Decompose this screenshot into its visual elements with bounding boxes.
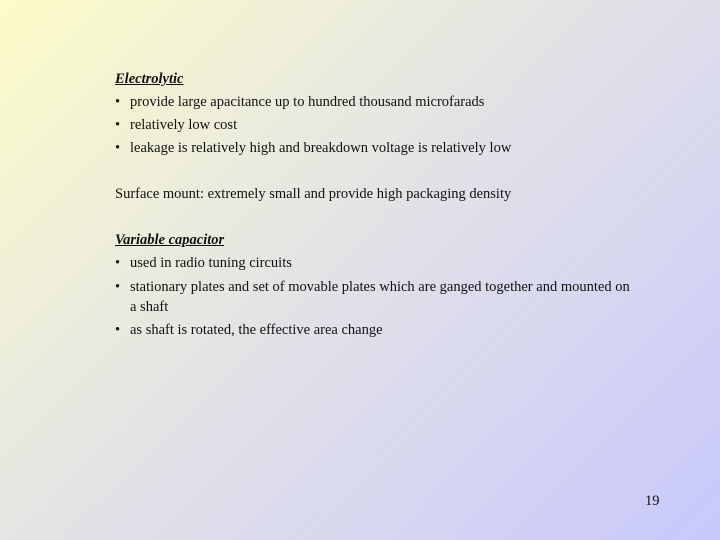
variable-capacitor-bullet-list (115, 252, 635, 342)
page-number: 19 (645, 493, 660, 509)
bullet-text: used in radio tuning circuits (130, 255, 292, 271)
bullet-icon: • (115, 140, 121, 156)
spacer (115, 160, 635, 183)
bullet-icon: • (115, 255, 121, 271)
list-item (115, 114, 635, 137)
bullet-icon: • (115, 279, 121, 295)
variable-capacitor-heading: Variable capacitor (115, 232, 225, 248)
bullet-text: as shaft is rotated, the effective area change (130, 322, 383, 338)
electrolytic-bullet-list (115, 91, 635, 160)
bullet-text: provide large apacitance up to hundred thousand microfarads (130, 94, 485, 110)
electrolytic-heading: Electrolytic (115, 71, 184, 87)
list-item (115, 91, 635, 114)
bullet-icon: • (115, 322, 121, 338)
bullet-text: relatively low cost (130, 117, 238, 133)
bullet-icon: • (115, 94, 121, 110)
slide-body (115, 68, 635, 342)
list-item (115, 277, 635, 317)
bullet-text: stationary plates and set of movable plates which are ganged together and mounted on a shaft (130, 279, 630, 315)
spacer (115, 206, 635, 229)
list-item (115, 137, 635, 160)
surface-mount-paragraph: Surface mount: extremely small and provide high packaging density (115, 186, 512, 202)
list-item (115, 319, 635, 342)
bullet-text: leakage is relatively high and breakdown voltage is relatively low (130, 140, 512, 156)
bullet-icon: • (115, 117, 121, 133)
list-item (115, 252, 635, 275)
